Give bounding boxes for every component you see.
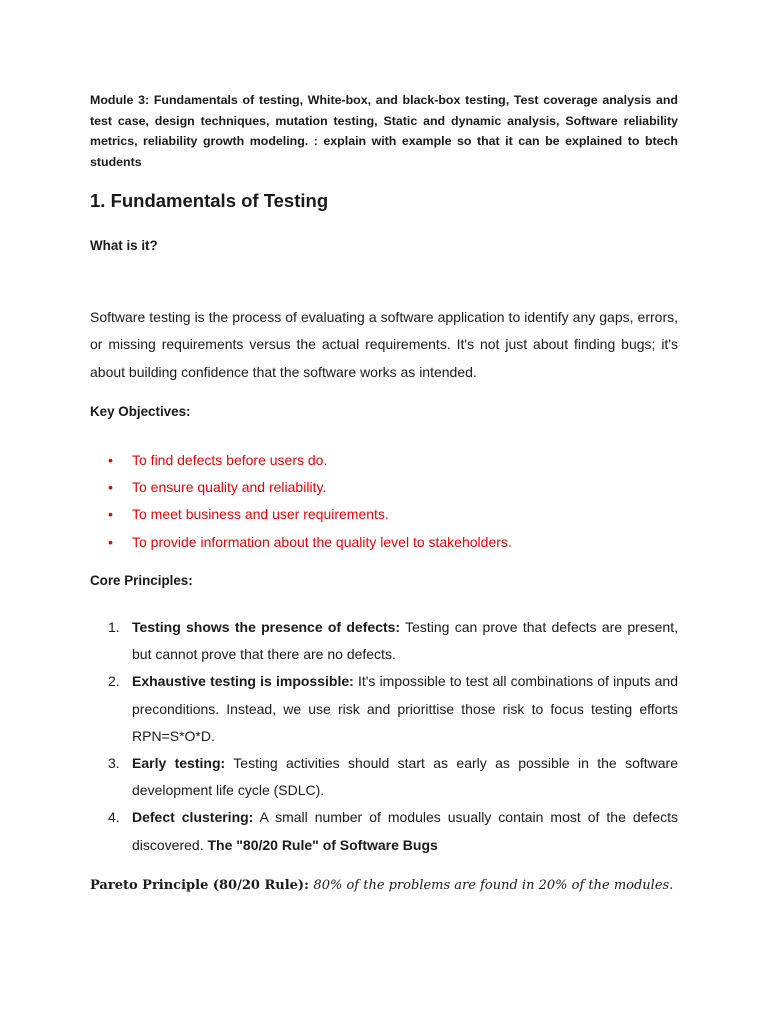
principle-text: It's impossible to test all combinations of inputs and preconditions. Instead, we use risk and priorittise those risk to focus testing efforts RPN=S*O*D.	[132, 673, 678, 744]
list-item	[90, 529, 678, 556]
section-title: 1. Fundamentals of Testing	[90, 190, 329, 211]
principle-text: Testing activities should start as early as possible in the software development life cycle (SDLC).	[132, 755, 678, 799]
principle-title: Testing shows the presence of defects:	[132, 619, 401, 635]
core-principles-heading: Core Principles:	[90, 573, 193, 588]
pareto-principle	[90, 878, 673, 893]
what-is-it-heading: What is it?	[90, 238, 158, 253]
key-objectives-list	[90, 447, 678, 556]
principle-title: Exhaustive testing is impossible:	[132, 673, 354, 690]
principle-title: Defect clustering:	[132, 809, 254, 826]
core-principles-list	[90, 614, 678, 859]
list-item	[90, 614, 678, 668]
list-number: 3.	[108, 755, 120, 772]
list-number: 1.	[108, 619, 120, 635]
principle-title: Early testing:	[132, 755, 226, 772]
objective-text: To meet business and user requirements.	[132, 506, 389, 523]
principle-text: A small number of modules usually contain most of the defects discovered.	[132, 809, 678, 853]
list-item	[90, 474, 678, 501]
bullet-icon: •	[108, 506, 113, 523]
key-objectives-heading: Key Objectives:	[90, 404, 191, 419]
pareto-separator: :	[304, 878, 314, 893]
principle-emphasis: The "80/20 Rule" of Software Bugs	[207, 836, 438, 853]
list-number: 2.	[108, 673, 120, 690]
intro-paragraph: Software testing is the process of evaluating a software application to identify any gaps, errors, or missing requirements versus the actual requirements. It's not just about finding bugs; it's about building confidence that the software works as intended.	[90, 309, 678, 380]
objective-text: To provide information about the quality level to stakeholders.	[132, 533, 512, 550]
module-header: Module 3: Fundamentals of testing, White-box, and black-box testing, Test coverage analysis and test case, design techniques, mutation testing, Static and dynamic analysis, Software reliability metrics, reliability growth modeling. : explain with example so that it can be explained to btech students	[90, 93, 678, 169]
objective-text: To ensure quality and reliability.	[132, 479, 327, 496]
objective-text: To find defects before users do.	[132, 452, 328, 468]
document-page	[90, 90, 678, 893]
list-item	[90, 804, 678, 858]
bullet-icon: •	[108, 479, 113, 496]
list-item	[90, 447, 678, 474]
bullet-icon: •	[108, 452, 113, 468]
pareto-label: Pareto Principle (80/20 Rule)	[90, 878, 305, 893]
list-item	[90, 668, 678, 750]
principle-text: Testing can prove that defects are present, but cannot prove that there are no defects.	[132, 619, 678, 663]
pareto-description: 80% of the problems are found in 20% of the modules.	[313, 878, 674, 893]
list-number: 4.	[108, 809, 120, 826]
list-item	[90, 750, 678, 804]
bullet-icon: •	[108, 533, 113, 550]
list-item	[90, 501, 678, 528]
